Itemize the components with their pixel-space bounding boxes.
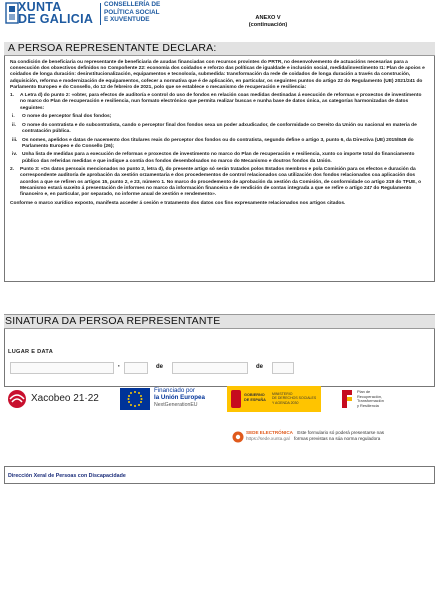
gov-line2: DE ESPAÑA (244, 397, 266, 402)
de-separator-2: de (256, 364, 264, 370)
declaration-sub-i (10, 114, 428, 120)
xacobeo-shell-icon (6, 389, 28, 409)
sede-text-1: Este formulario só poderá presentarse nas (297, 430, 385, 435)
declaration-sub-ii (10, 123, 428, 135)
year-input[interactable] (272, 362, 294, 374)
signature-title: SINATURA DA PERSOA REPRESENTANTE (5, 315, 221, 327)
plan-line4: y Resiliencia (357, 403, 379, 409)
point-text: A Letra d) do punto 2: «obter, para efectos de auditoría e control do uso de fondos en relación coas medidas destinadas á execución de reformas e proxectos de investimento no marco do Plan de recuperación e resiliencia, nun formato electrónico que permita realizar buscas e nunha base de datos única, as categorías harmonizadas de datos seguintes: (20, 93, 422, 111)
declaration-point-2 (10, 167, 428, 198)
place-input[interactable] (10, 362, 114, 374)
sub-number: iii. (12, 137, 18, 143)
plan-line3: Transformación (357, 398, 384, 404)
declaration-conclusion: Conforme o marco xurídico exposto, manifesta acceder á cesión e tratamento dos datos cos fins expresamente relacionados nos artigos citados. (10, 200, 346, 206)
department-line2: POLÍTICA SOCIAL (104, 8, 160, 16)
recovery-plan-logo (340, 388, 430, 412)
sub-text: Unha lista de medidas para a execución de reformas e proxectos de investimento no marco do Plan de recuperación e resiliencia, xunto co importe total do financiamento público das referidas medidas e que indique a contía dos fondos desembolsados no marco do Mecanismo e doutros fondos da Unión. (22, 152, 415, 164)
place-date-label: LUGAR E DATA (8, 349, 54, 355)
sub-text: O nome do contratista e do subcontratista, cando o perceptor final dos fondos sexa un poder adxudicador, de conformidade co Dereito da Unión ou nacional en materia de contratación pública. (22, 122, 417, 134)
department-line3: E XUVENTUDE (104, 16, 150, 24)
eu-line1: Financiado por (154, 387, 195, 394)
declaration-intro: Na condición de beneficiaria ou representante de beneficiaria de axudas financiadas con recursos provintes do PRTR, no desenvolvemento de actuacións necesarias para a consecución dos obxectivos definidos no Compoñente 22: economía dos coidados e reforzo das políticas de igualdade e inclusión social, medida/investimento I1: Plan de apoios e coidados de longa duración: desinstitucionalización, equipamentos e tecnoloxía, submedida: transformación da rede de coidados de longa duración a través da construción, adquisición, reforma e modernización de equipamentos, cofecer a normativa que é de aplicación, en particular, os seguintes puntos do artigo 22 do Regulamento (UE) 2021/241 do Parlamento Europeo e do Consello, do 12 de febreiro de 2021, polo que se establece o mecanismo de recuperación e resiliencia: (10, 60, 425, 90)
spain-ministry-logo (227, 386, 321, 412)
footer-department: Dirección Xeral de Persoas con Discapacidade (8, 473, 126, 479)
month-input[interactable] (172, 362, 248, 374)
point-number: 1. (10, 93, 15, 99)
eu-logo (120, 387, 216, 413)
xacobeo-text: Xacobeo 21·22 (31, 393, 99, 404)
sede-line2 (246, 436, 384, 442)
point-number: 2. (10, 167, 15, 173)
eu-line2: la Unión Europea (154, 394, 205, 402)
ministry-text (272, 392, 316, 405)
eu-flag-icon (120, 388, 150, 410)
spain-crest-icon (231, 390, 241, 408)
sub-number: iv. (12, 152, 18, 158)
eu-line3: NextGenerationEU (154, 401, 198, 408)
sede-title: SEDE ELECTRÓNICA (246, 430, 293, 435)
annex-subtitle: (continuación) (248, 22, 288, 28)
brand-name (18, 2, 93, 25)
sub-text: O nome do perceptor final dos fondos; (22, 114, 112, 120)
annex-title: ANEXO V (255, 15, 281, 21)
sede-text-2: formas previstas na súa norma reguladora (293, 435, 381, 441)
eu-caption (154, 387, 205, 409)
xacobeo-logo (6, 388, 116, 410)
ministry-line2: DE DERECHOS SOCIALES (272, 396, 317, 401)
plan-line2: Recuperación, (357, 393, 383, 399)
department-line1: CONSELLERÍA DE (104, 1, 161, 8)
comma-separator: , (118, 362, 120, 368)
recovery-plan-text (357, 390, 384, 409)
ministry-line1: MINISTERIO (272, 392, 293, 396)
sub-number: ii. (12, 122, 17, 128)
department-name (104, 1, 160, 24)
declaration-sub-iii (10, 138, 428, 150)
de-separator-1: de (156, 364, 164, 370)
brand-line1: XUNTA (18, 0, 62, 14)
xunta-emblem-icon (5, 2, 19, 24)
ministry-line3: Y AGENDA 2030 (272, 400, 299, 405)
sede-block (246, 430, 384, 441)
declaration-body (10, 60, 428, 209)
xunta-logo (5, 2, 19, 24)
declaration-point-1 (10, 93, 428, 112)
sede-logo-icon (232, 430, 244, 442)
spain-gov-text (244, 393, 266, 402)
sub-text: Os nomes, apelidos e datas de nacemento dos titulares reais do perceptor dos fondos ou do contratista, segundo define o artigo 3, punto 6, da Directiva (UE) 2015/849 do Parlamento Europeo e do Consello (26); (22, 137, 414, 149)
point-text: Punto 3: «Os datos persoais mencionados no punto 2, letra d), do presente artigo só serán tratados polos Estados membros e pola Comisión para os efectos e duración da correspondente auditoría de aprobación da xestión orzamentaria e dos procedementos de control relacionados coa utilización dos fondos relacionados coa aplicación dos acordos a que se refiren os artigos 15, punto 2, e 23, número 1. No marco do procedemento de aprobación da xestión da Comisión, de conformidade co artigo 319 do TFUE, o Mecanismo estará suxeito á presentación de informes no marco da información financeira e de rendición de contas integrada a que se refire o artigo 247 do Regulamento financeiro e, en particular, por separado, no informe anual de xestión e rendemento». (20, 167, 422, 197)
recovery-plan-icon (340, 388, 354, 410)
gov-line1: GOBIERNO (244, 393, 265, 397)
brand-divider (100, 3, 101, 25)
declaration-title: A PERSOA REPRESENTANTE DECLARA: (8, 42, 217, 54)
day-input[interactable] (124, 362, 148, 374)
plan-line1: Plan de (357, 389, 371, 394)
sub-number: i. (12, 114, 15, 120)
annex-heading (223, 15, 313, 29)
sede-url[interactable]: https://sede.xunta.gal (246, 435, 290, 441)
brand-line2: DE GALICIA (18, 11, 94, 26)
declaration-sub-iv (10, 152, 428, 164)
